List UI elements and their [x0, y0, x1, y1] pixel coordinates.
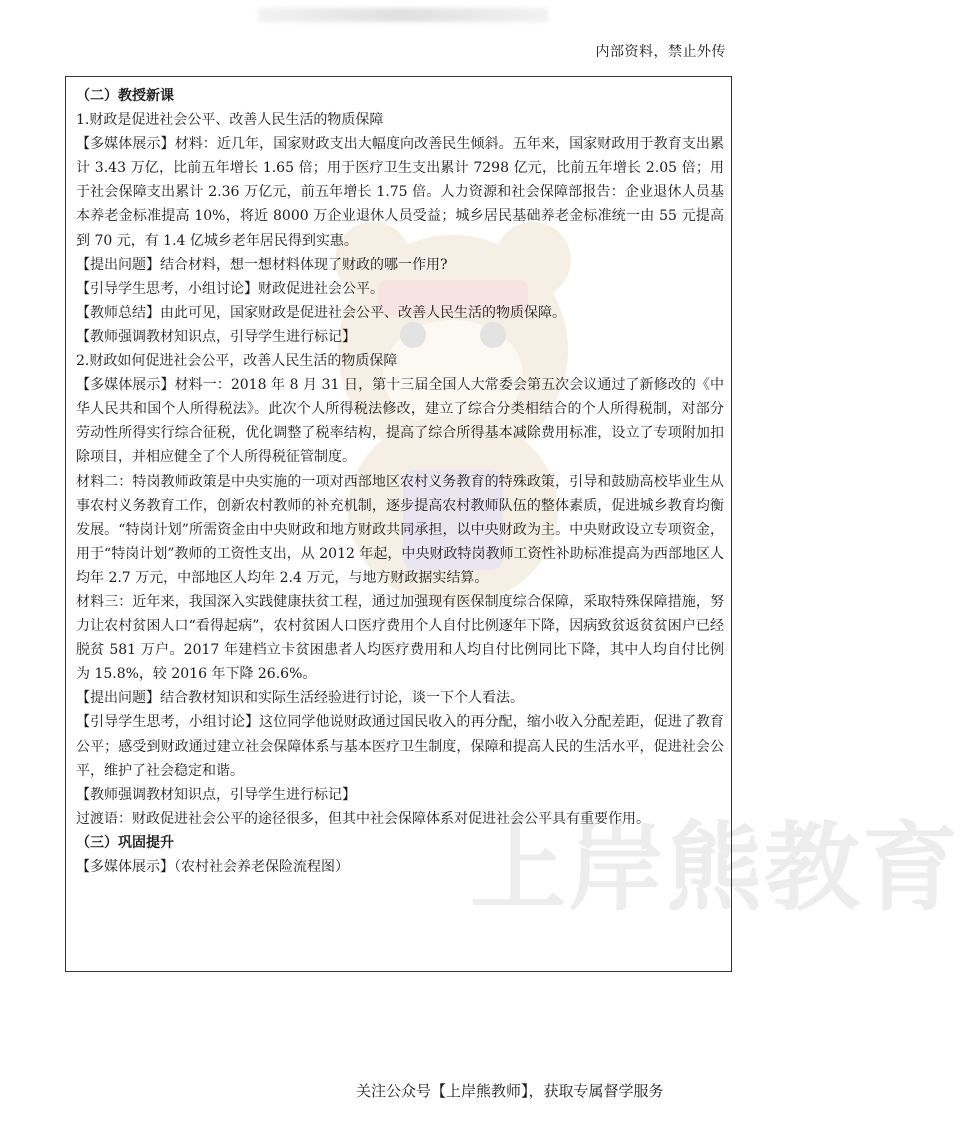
paragraph: 材料三：近年来，我国深入实践健康扶贫工程，通过加强现有医保制度综合保障，采取特殊保障措施，努力让农村贫困人口“看得起病”，农村贫困人口医疗费用个人自付比例逐年下降，因病致贫返贫贫困户已经脱贫 581 万户。2017 年建档立卡贫困患者人均医疗费用和人均自付比例同比下降，其中人均自付比例为 15.8%，较 2016 年下降 26.6%。 [76, 593, 724, 683]
confidential-notice: 内部资料，禁止外传 [595, 44, 726, 60]
brand-watermark: 上岸熊教育 [470, 812, 960, 924]
blurred-header-text [258, 8, 548, 22]
lesson-content [76, 84, 724, 879]
paragraph: 【多媒体展示】材料：近几年，国家财政支出大幅度向改善民生倾斜。五年来，国家财政用于教育支出累计 3.43 万亿，比前五年增长 1.65 倍；用于医疗卫生支出累计 7298 亿元，比前五年增长 2.05 倍；用于社会保障支出累计 2.36 万亿元，前五年增长 1.75 倍。人力资源和社会保障部报告：企业退休人员基本养老金标准提高 10%，将近 8000 万企业退休人员受益；城乡居民基础养老金标准统一由 55 元提高到 70 元，有 1.4 亿城乡老年居民得到实惠。 [76, 136, 724, 249]
paragraph: 【多媒体展示】（农村社会养老保险流程图） [76, 859, 349, 875]
paragraph: 过渡语：财政促进社会公平的途径很多，但其中社会保障体系对促进社会公平具有重要作用。 [76, 810, 650, 827]
subsection-heading: 1.财政是促进社会公平、改善人民生活的物质保障 [76, 112, 384, 129]
paragraph: 【教师强调教材知识点，引导学生进行标记】 [76, 328, 356, 345]
paragraph: 【多媒体展示】材料一：2018 年 8 月 31 日，第十三届全国人大常委会第五次会议通过了新修改的《中华人民共和国个人所得税法》。此次个人所得税法修改，建立了综合分类相结合的个人所得税制，对部分劳动性所得实行综合征税，优化调整了税率结构，提高了综合所得基本减除费用标准，设立了专项附加扣除项目，并相应健全了个人所得税征管制度。 [76, 377, 724, 466]
paragraph: 【教师强调教材知识点，引导学生进行标记】 [76, 786, 356, 803]
section-heading: （二）教授新课 [76, 88, 174, 104]
footer-promo: 关注公众号【上岸熊教师】，获取专属督学服务 [356, 1082, 664, 1100]
paragraph: 【引导学生思考，小组讨论】财政促进社会公平。 [76, 280, 384, 297]
section-heading: （三）巩固提升 [76, 834, 174, 851]
paragraph: 【提出问题】结合教材知识和实际生活经验进行讨论，谈一下个人看法。 [76, 690, 524, 707]
paragraph: 【提出问题】结合材料，想一想材料体现了财政的哪一作用? [76, 256, 448, 273]
paragraph: 【教师总结】由此可见，国家财政是促进社会公平、改善人民生活的物质保障。 [76, 304, 566, 321]
paragraph: 【引导学生思考，小组讨论】这位同学他说财政通过国民收入的再分配，缩小收入分配差距，促进了教育公平；感受到财政通过建立社会保障体系与基本医疗卫生制度，保障和提高人民的生活水平，促进社会公平，维护了社会稳定和谐。 [76, 714, 724, 779]
paragraph: 材料二：特岗教师政策是中央实施的一项对西部地区农村义务教育的特殊政策，引导和鼓励高校毕业生从事农村义务教育工作，创新农村教师的补充机制，逐步提高农村教师队伍的整体素质，促进城乡教育均衡发展。“特岗计划”所需资金由中央财政和地方财政共同承担，以中央财政为主。中央财政设立专项资金，用于“特岗计划”教师的工资性支出，从 2012 年起，中央财政特岗教师工资性补助标准提高为西部地区人均年 2.7 万元，中部地区人均年 2.4 万元，与地方财政据实结算。 [76, 473, 724, 586]
subsection-heading: 2.财政如何促进社会公平，改善人民生活的物质保障 [76, 353, 398, 370]
